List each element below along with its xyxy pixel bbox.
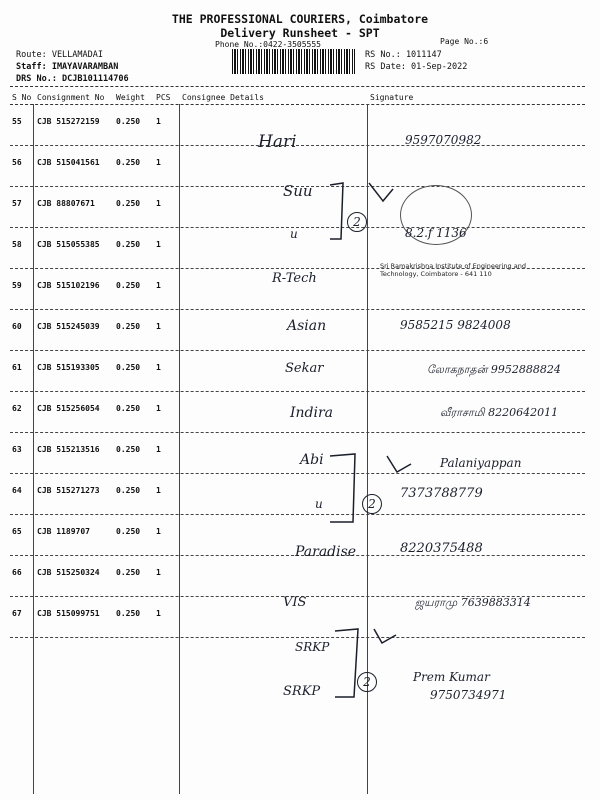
row-sno: 60 <box>12 322 22 331</box>
row-sno: 66 <box>12 568 22 577</box>
handwritten-name: SRKP <box>295 640 330 654</box>
row-consignment-no: CJB 515213516 <box>37 445 100 454</box>
phone-number: Phone No.:0422-3505555 <box>215 40 321 49</box>
row-consignment-no: CJB 515271273 <box>37 486 100 495</box>
row-divider <box>10 514 585 515</box>
handwritten-signature: 9585215 9824008 <box>400 318 511 332</box>
row-pcs: 1 <box>156 568 161 577</box>
handwritten-signature: 8.2.f 1136 <box>405 226 467 240</box>
row-pcs: 1 <box>156 527 161 536</box>
row-weight: 0.250 <box>116 527 141 536</box>
handwritten-ditto: u <box>315 497 323 511</box>
row-weight: 0.250 <box>116 322 141 331</box>
row-sno: 64 <box>12 486 22 495</box>
row-consignment-no: CJB 515041561 <box>37 158 100 167</box>
row-sno: 57 <box>12 199 22 208</box>
col-header-sno: S No <box>12 93 32 102</box>
handwritten-signature: 8220375488 <box>400 541 483 556</box>
row-pcs: 1 <box>156 404 161 413</box>
row-weight: 0.250 <box>116 240 141 249</box>
col-header-pcs: PCS <box>156 93 171 102</box>
row-divider <box>10 145 585 146</box>
row-divider <box>10 350 585 351</box>
row-consignment-no: CJB 515193305 <box>37 363 100 372</box>
stamp-text: Sri Ramakrishna Institute of Engineering and Technology, Coimbatore - 641 110 <box>380 262 526 278</box>
row-pcs: 1 <box>156 199 161 208</box>
row-consignment-no: CJB 515099751 <box>37 609 100 618</box>
row-pcs: 1 <box>156 240 161 249</box>
row-pcs: 1 <box>156 117 161 126</box>
handwritten-name: Sekar <box>285 361 324 376</box>
row-pcs: 1 <box>156 609 161 618</box>
row-weight: 0.250 <box>116 486 141 495</box>
runsheet-title: Delivery Runsheet - SPT <box>220 26 380 40</box>
bracket-mark <box>325 175 395 245</box>
row-sno: 67 <box>12 609 22 618</box>
row-consignment-no: CJB 515055385 <box>37 240 100 249</box>
handwritten-name: Hari <box>258 132 297 152</box>
handwritten-signature: Palaniyappan <box>440 456 522 470</box>
row-weight: 0.250 <box>116 199 141 208</box>
row-consignment-no: CJB 515245039 <box>37 322 100 331</box>
row-divider <box>10 432 585 433</box>
row-weight: 0.250 <box>116 117 141 126</box>
row-sno: 63 <box>12 445 22 454</box>
row-pcs: 1 <box>156 158 161 167</box>
row-sno: 65 <box>12 527 22 536</box>
row-weight: 0.250 <box>116 281 141 290</box>
row-weight: 0.250 <box>116 363 141 372</box>
row-consignment-no: CJB 515256054 <box>37 404 100 413</box>
row-weight: 0.250 <box>116 445 141 454</box>
row-pcs: 1 <box>156 322 161 331</box>
handwritten-signature: ஜயராமு 7639883314 <box>415 596 531 609</box>
row-pcs: 1 <box>156 486 161 495</box>
row-consignment-no: CJB 1189707 <box>37 527 90 536</box>
barcode <box>232 49 355 74</box>
row-consignment-no: CJB 515272159 <box>37 117 100 126</box>
row-pcs: 1 <box>156 445 161 454</box>
table-row <box>0 475 600 516</box>
handwritten-name: Suu <box>283 182 313 200</box>
table-row <box>0 557 600 598</box>
rs-date: RS Date: 01-Sep-2022 <box>365 62 468 72</box>
row-consignment-no: CJB 515102196 <box>37 281 100 290</box>
divider <box>10 86 585 87</box>
col-header-consignment: Consignment No <box>37 93 105 102</box>
col-header-weight: Weight <box>116 93 145 102</box>
handwritten-name: Asian <box>287 318 327 334</box>
handwritten-count: 2 <box>362 494 382 514</box>
row-divider <box>10 391 585 392</box>
rs-number: RS No.: 1011147 <box>365 50 442 60</box>
row-pcs: 1 <box>156 363 161 372</box>
row-weight: 0.250 <box>116 158 141 167</box>
handwritten-ditto: u <box>290 227 298 241</box>
col-header-signature: Signature <box>370 93 414 102</box>
handwritten-count: 2 <box>347 212 367 232</box>
row-sno: 56 <box>12 158 22 167</box>
row-divider <box>10 309 585 310</box>
row-weight: 0.250 <box>116 609 141 618</box>
row-divider <box>10 637 585 638</box>
row-sno: 61 <box>12 363 22 372</box>
handwritten-signature: வீராசாமி 8220642011 <box>440 406 559 419</box>
handwritten-signature: 9750734971 <box>430 688 507 702</box>
row-sno: 55 <box>12 117 22 126</box>
table-row <box>0 106 600 147</box>
handwritten-name: SRKP <box>283 684 321 699</box>
handwritten-name: Abi <box>300 452 324 468</box>
handwritten-signature: 7373788779 <box>400 486 483 501</box>
company-title: THE PROFESSIONAL COURIERS, Coimbatore <box>171 12 429 26</box>
handwritten-name: R-Tech <box>272 271 317 286</box>
row-sno: 58 <box>12 240 22 249</box>
handwritten-signature: 9597070982 <box>405 133 482 147</box>
staff-label: Staff: IMAYAVARAMBAN <box>16 62 119 72</box>
drs-number: DRS No.: DCJB101114706 <box>16 74 129 84</box>
row-sno: 62 <box>12 404 22 413</box>
row-consignment-no: CJB 88807671 <box>37 199 95 208</box>
divider <box>10 104 585 105</box>
handwritten-count: 2 <box>357 672 377 692</box>
handwritten-signature: லோகநாதன் 9952888824 <box>427 363 561 376</box>
handwritten-name: Paradise <box>295 544 357 560</box>
row-sno: 59 <box>12 281 22 290</box>
page-number: Page No.:6 <box>440 37 489 46</box>
handwritten-name: Indira <box>290 405 334 421</box>
handwritten-signature-name: Prem Kumar <box>413 670 490 684</box>
row-pcs: 1 <box>156 281 161 290</box>
route-label: Route: VELLAMADAI <box>16 50 103 60</box>
row-weight: 0.250 <box>116 404 141 413</box>
handwritten-name: VIS <box>283 595 307 610</box>
row-divider <box>10 473 585 474</box>
row-weight: 0.250 <box>116 568 141 577</box>
row-consignment-no: CJB 515250324 <box>37 568 100 577</box>
bracket-mark <box>330 625 400 705</box>
col-header-details: Consignee Details <box>182 93 264 102</box>
